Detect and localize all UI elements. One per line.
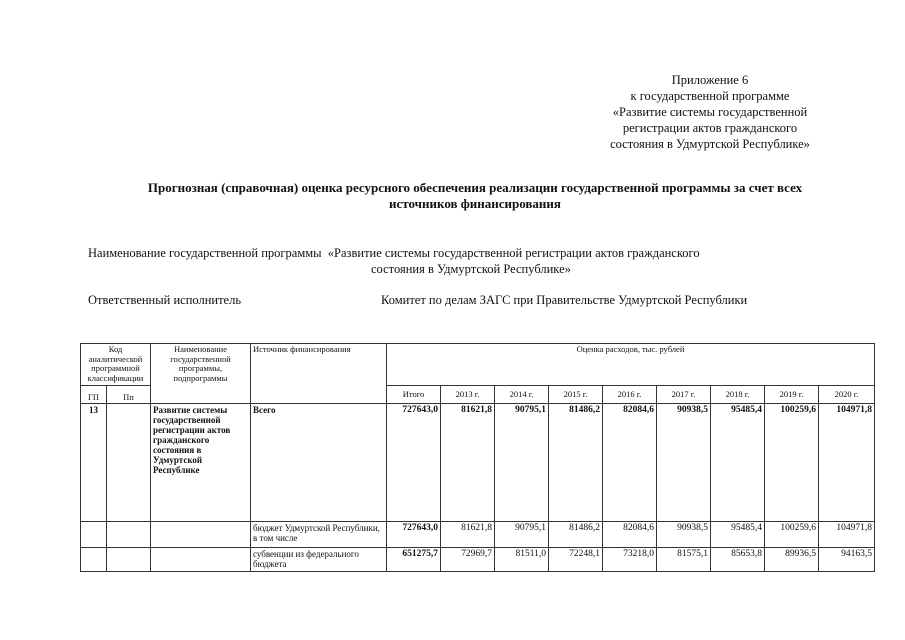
executor-label: Ответственный исполнитель [88, 293, 242, 307]
cell-value: 81486,2 [549, 522, 603, 548]
header-gp: ГП [81, 386, 107, 404]
header-source: Источник финансирования [251, 344, 387, 404]
cell-value: 73218,0 [603, 548, 657, 572]
header-year: 2013 г. [441, 386, 495, 404]
cell-pp [107, 404, 151, 522]
header-year: 2017 г. [657, 386, 711, 404]
cell-pp [107, 548, 151, 572]
cell-value: 82084,6 [603, 522, 657, 548]
cell-value: 100259,6 [765, 522, 819, 548]
table-row [81, 548, 875, 572]
cell-value: 95485,4 [711, 404, 765, 522]
title-line: источников финансирования [389, 196, 561, 211]
appendix-line: Приложение 6 [671, 73, 749, 87]
cell-value: 90938,5 [657, 522, 711, 548]
cell-value: 72969,7 [441, 548, 495, 572]
cell-value: 81621,8 [441, 522, 495, 548]
appendix-line: регистрации актов гражданского [622, 121, 798, 135]
cell-gp [81, 522, 107, 548]
title-line: Прогнозная (справочная) оценка ресурсного обеспечения реализации государственной программы за счет всех [147, 180, 803, 195]
cell-value: 104971,8 [819, 404, 875, 522]
appendix-line: к государственной программе [630, 89, 790, 103]
header-pp: Пп [107, 386, 151, 404]
cell-value: 94163,5 [819, 548, 875, 572]
header-year: 2019 г. [765, 386, 819, 404]
appendix-block [560, 72, 860, 152]
table-row [81, 522, 875, 548]
program-name-row [88, 245, 848, 277]
header-year: 2016 г. [603, 386, 657, 404]
cell-pp [107, 522, 151, 548]
cell-value: 81511,0 [495, 548, 549, 572]
cell-value: 90795,1 [495, 404, 549, 522]
program-label: Наименование государственной программы [88, 246, 322, 260]
budget-table [80, 343, 875, 572]
cell-source: субвенции из федерального бюджета [251, 548, 387, 572]
cell-source: бюджет Удмуртской Республики, в том числе [251, 522, 387, 548]
cell-value: 95485,4 [711, 522, 765, 548]
header-year: 2014 г. [495, 386, 549, 404]
cell-value: 81486,2 [549, 404, 603, 522]
cell-value: 81575,1 [657, 548, 711, 572]
cell-name: Развитие системы государственной регистрации актов гражданского состояния в Удмуртской Республике [151, 404, 251, 522]
header-estimate: Оценка расходов, тыс. рублей [387, 344, 875, 386]
program-value: «Развитие системы государственной регистрации актов гражданского [327, 246, 700, 260]
cell-gp [81, 548, 107, 572]
cell-gp: 13 [81, 404, 107, 522]
cell-value: 727643,0 [387, 404, 441, 522]
header-code: Код аналитической программной классификации [81, 344, 151, 386]
appendix-line: состояния в Удмуртской Республике» [610, 137, 810, 151]
cell-value: 81621,8 [441, 404, 495, 522]
cell-value: 651275,7 [387, 548, 441, 572]
header-year: 2018 г. [711, 386, 765, 404]
header-year: 2020 г. [819, 386, 875, 404]
cell-name [151, 548, 251, 572]
cell-value: 89936,5 [765, 548, 819, 572]
executor-value: Комитет по делам ЗАГС при Правительстве Удмуртской Республики [381, 293, 748, 307]
table-row [81, 404, 875, 522]
cell-source: Всего [251, 404, 387, 522]
cell-value: 90795,1 [495, 522, 549, 548]
cell-value: 100259,6 [765, 404, 819, 522]
header-year: 2015 г. [549, 386, 603, 404]
cell-value: 85653,8 [711, 548, 765, 572]
cell-value: 90938,5 [657, 404, 711, 522]
cell-value: 72248,1 [549, 548, 603, 572]
header-year: Итого [387, 386, 441, 404]
appendix-line: «Развитие системы государственной [612, 105, 808, 119]
cell-value: 727643,0 [387, 522, 441, 548]
header-name: Наименование государственной программы, подпрограммы [151, 344, 251, 404]
cell-name [151, 522, 251, 548]
program-value-cont: состояния в Удмуртской Республике» [371, 262, 571, 276]
document-title [60, 180, 890, 212]
cell-value: 82084,6 [603, 404, 657, 522]
cell-value: 104971,8 [819, 522, 875, 548]
